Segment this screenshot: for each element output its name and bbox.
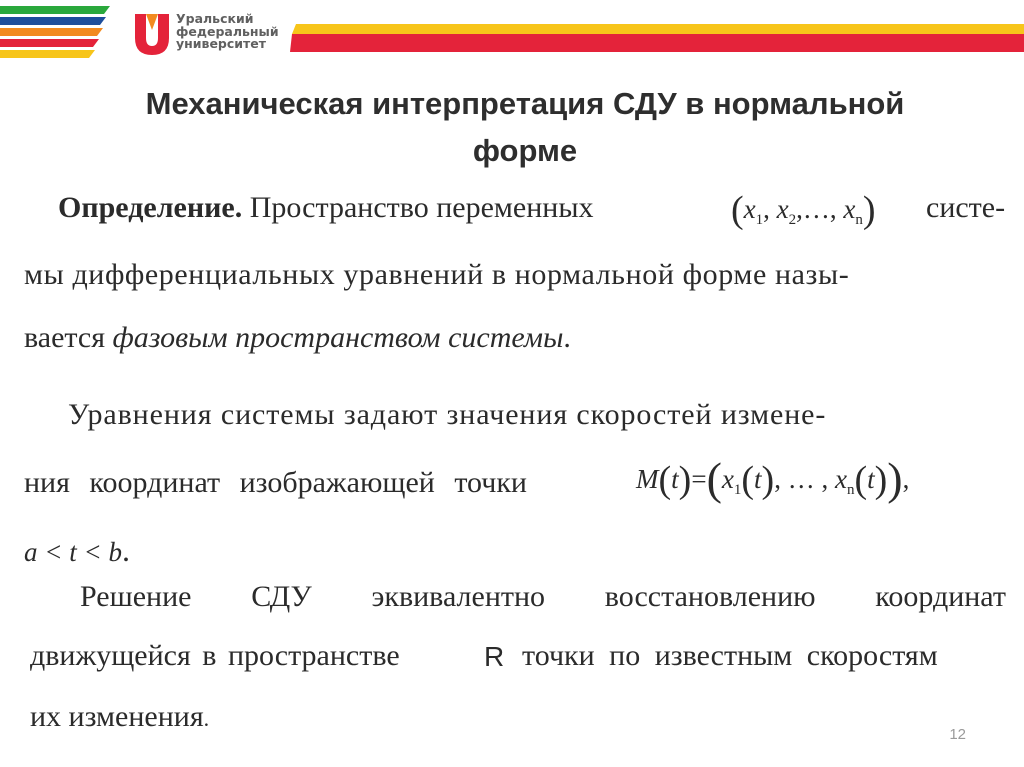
phase-variables-formula: ($x_1$, $x_2,\dots$, $x_n$) xyxy=(731,189,876,231)
definition-line-1-end: систе- xyxy=(926,191,1006,224)
phase-space-term: фазовым пространством системы xyxy=(112,321,564,354)
university-name-line: федеральный xyxy=(176,23,279,39)
university-name-line: университет xyxy=(176,36,267,51)
paragraph3-line-2-end: точки по известным скоростям xyxy=(522,639,938,672)
paragraph2-line-2: ния координат изображающей точки xyxy=(24,466,527,499)
space-symbol-r: R xyxy=(484,641,505,672)
definition-line-3: вается фазовым пространством системы. xyxy=(24,321,571,354)
page-number: 12 xyxy=(949,726,966,743)
definition-word: переменных xyxy=(436,191,594,224)
definition-word: Пространство xyxy=(249,191,429,224)
paragraph2-line-1: Уравнения системы задают значения скоростей измене- xyxy=(68,398,827,431)
paragraph3-line-1: Решение СДУ эквивалентно восстановлению координат xyxy=(80,580,1006,613)
university-logo-icon xyxy=(132,8,172,58)
header-stripe-right xyxy=(290,24,1024,52)
slide-title-line: форме xyxy=(472,133,578,168)
definition-line-2: мы дифференциальных уравнений в нормальной форме назы- xyxy=(24,258,850,291)
university-name xyxy=(176,13,279,51)
definition-line-1 xyxy=(58,191,593,225)
slide-title-line: Механическая интерпретация СДУ в нормальной xyxy=(145,86,905,121)
paragraph3-line-3: их изменения. xyxy=(30,700,210,733)
point-formula: $M(t)=(x_1(t)$, … , $x_n(t)$), xyxy=(636,453,910,504)
time-interval-condition: a < t < b. xyxy=(24,532,130,568)
paragraph3-line-2: движущейся в пространстве xyxy=(30,639,400,672)
definition-term: Определение. xyxy=(58,191,243,224)
university-name-line: Уральский xyxy=(176,11,254,26)
header-stripes-left xyxy=(0,0,120,70)
slide-title xyxy=(60,80,990,174)
